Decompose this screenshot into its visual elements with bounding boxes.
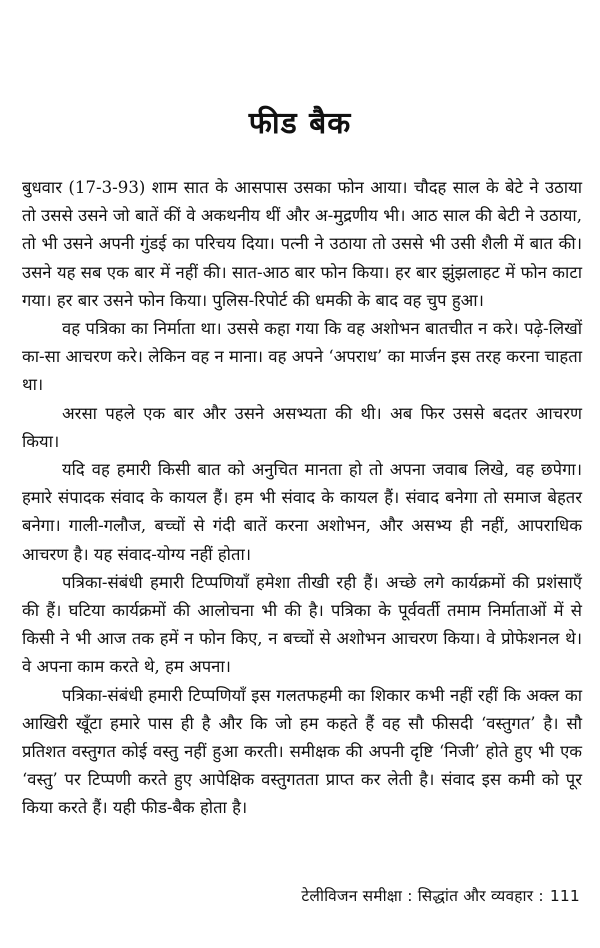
running-book-title: टेलीविजन समीक्षा : सिद्धांत और व्यवहार :: [301, 887, 544, 905]
paragraph-3: अरसा पहले एक बार और उसने असभ्यता की थी। अब फिर उससे बदतर आचरण किया।: [22, 403, 582, 451]
chapter-body: [22, 174, 582, 823]
paragraph-4: यदि वह हमारी किसी बात को अनुचित मानता हो तो अपना जवाब लिखे, वह छपेगा। हमारे संपादक संवाद के कायल हैं। हम भी संवाद के कायल हैं। संवाद बनेगा तो समाज बेहतर बनेगा। गाली-गलौज, बच्चों से गंदी बातें करना अशोभन, और असभ्य ही नहीं, आपराधिक आचरण है। यह संवाद-योग्य नहीं होता।: [22, 460, 582, 564]
paragraph-6: पत्रिका-संबंधी हमारी टिप्पणियाँ इस गलतफहमी का शिकार कभी नहीं रहीं कि अक्ल का आखिरी खूँटा हमारे पास ही है और कि जो हम कहते हैं वह सौ फीसदी ‘वस्तुगत’ है। सौ प्रतिशत वस्तुगत कोई वस्तु नहीं हुआ करती। समीक्षक की अपनी दृष्टि ‘निजी’ होते हुए भी एक ‘वस्तु’ पर टिप्पणी करते हुए आपेक्षिक वस्तुगतता प्राप्त कर लेती है। संवाद इस कमी को पूर किया करते हैं। यही फीड-बैक होता है।: [22, 685, 582, 818]
paragraph-5: पत्रिका-संबंधी हमारी टिप्पणियाँ हमेशा तीखी रही हैं। अच्छे लगे कार्यक्रमों की प्रशंसाएँ की हैं। घटिया कार्यक्रमों की आलोचना भी की है। पत्रिका के पूर्ववर्ती तमाम निर्माताओं में से किसी ने भी आज तक हमें न फोन किए, न बच्चों से अशोभन आचरण किया। वे प्रोफेशनल थे। वे अपना काम करते थे, हम अपना।: [22, 572, 582, 677]
page-number: 111: [549, 887, 580, 905]
page-footer: [301, 885, 580, 907]
chapter-title: फीड बैक: [248, 106, 352, 142]
paragraph-2: वह पत्रिका का निर्माता था। उससे कहा गया कि वह अशोभन बातचीत न करे। पढ़े-लिखों का-सा आचरण करे। लेकिन वह न माना। वह अपने ‘अपराध’ का मार्जन इस तरह करना चाहता था।: [22, 319, 582, 395]
paragraph-1: बुधवार (17-3-93) शाम सात के आसपास उसका फोन आया। चौदह साल के बेटे ने उठाया तो उससे उसने जो बातें कीं वे अकथनीय थीं और अ-मुद्रणीय भी। आठ साल की बेटी ने उठाया, तो भी उसने अपनी गुंडई का परिचय दिया। पत्नी ने उठाया तो उससे भी उसी शैली में बात की। उसने यह सब एक बार में नहीं की। सात-आठ बार फोन किया। हर बार झुंझलाहट में फोन काटा गया। हर बार उसने फोन किया। पुलिस-रिपोर्ट की धमकी के बाद वह चुप हुआ।: [22, 178, 582, 310]
